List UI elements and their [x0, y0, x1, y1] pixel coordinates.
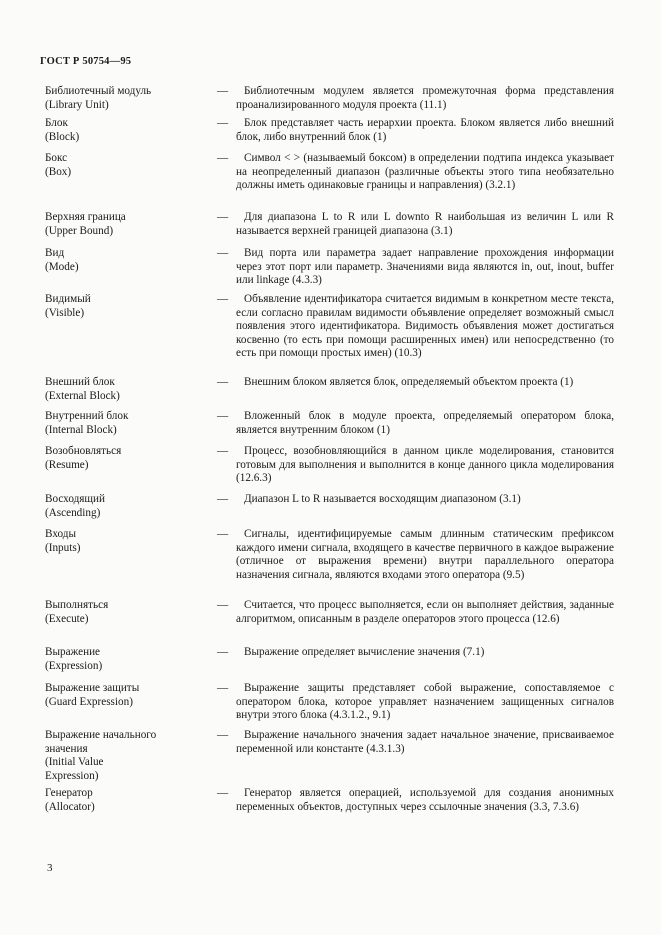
entry-term: Видимый (Visible) [45, 293, 91, 319]
entry-term: Выражение начального значения (Initial Value Expression) [45, 729, 157, 782]
entry-definition: Вид порта или параметра задает направление прохождения информации через этот порт или параметр. Значениями вида являются in, out, inout, buffer или linkage (4.3.3) [236, 247, 614, 286]
entry-term: Восходящий (Ascending) [45, 493, 106, 519]
entry-term: Верхняя граница (Upper Bound) [45, 211, 126, 237]
entry-definition: Процесс, возобновляющийся в данном цикле моделирования, становится готовым для выполнения и выполнится в конце данного цикла моделирования (12.6.3) [236, 445, 614, 484]
entry-dash: — [217, 211, 229, 223]
entry-definition: Сигналы, идентифицируемые самым длинным статическим префиксом каждого имени сигнала, входящего в качестве первичного в каждое выражение (отличное от выражения времени) внутри параллельного оператора назначения сигнала, являются входами этого оператора (9.5) [236, 528, 614, 581]
entry-term: Блок (Block) [45, 117, 80, 143]
entry-definition: Выражение начального значения задает начальное значение, присваиваемое переменной или константе (4.3.1.3) [236, 729, 614, 755]
entry-definition: Генератор является операцией, используемой для создания анонимных переменных объектов, доступных через ссылочные значения (3.3, 7.3.6) [236, 787, 614, 813]
entry-definition: Объявление идентификатора считается видимым в конкретном месте текста, если согласно правилам видимости объявление определяет возможный смысл появления этого идентификатора. Видимость объявления может достигаться косвенно (то есть при помощи расширенных имен) или непосредственно (то есть при помощи простых имен) (10.3) [236, 293, 614, 359]
entry-dash: — [217, 293, 229, 305]
entry-dash: — [217, 445, 229, 457]
entry-dash: — [217, 646, 229, 658]
entry-term: Библиотечный модуль (Library Unit) [45, 85, 152, 111]
entry-dash: — [217, 729, 229, 741]
entry-dash: — [217, 376, 229, 388]
entry-definition: Блок представляет часть иерархии проекта. Блоком является либо внешний блок, либо внутренний блок (1) [236, 117, 614, 143]
entry-definition: Выражение защиты представляет собой выражение, сопоставляемое с оператором блока, которое управляет назначением защищенных сигналов внутри этого блока (4.3.1.2., 9.1) [236, 682, 614, 721]
entry-term: Внутренний блок (Internal Block) [45, 410, 129, 436]
entry-term: Внешний блок (External Block) [45, 376, 120, 402]
entry-dash: — [217, 493, 229, 505]
entry-dash: — [217, 410, 229, 422]
entry-definition: Внешним блоком является блок, определяемый объектом проекта (1) [244, 376, 574, 388]
entry-dash: — [217, 152, 229, 164]
entry-definition: Диапазон L to R называется восходящим диапазоном (3.1) [244, 493, 521, 505]
entry-dash: — [217, 247, 229, 259]
entry-term: Выражение защиты (Guard Expression) [45, 682, 140, 708]
entry-definition: Вложенный блок в модуле проекта, определяемый оператором блока, является внутренним блоком (1) [236, 410, 614, 436]
entry-term: Выражение (Expression) [45, 646, 103, 672]
entry-term: Выполняться (Execute) [45, 599, 109, 625]
entry-definition: Выражение определяет вычисление значения (7.1) [244, 646, 485, 658]
entry-dash: — [217, 528, 229, 540]
entry-definition: Символ < > (называемый боксом) в определении подтипа индекса указывает на неопределенный диапазон (различные объекты этого типа необязательно должны иметь одинаковые границы и направления) (3.2.1) [236, 152, 614, 191]
entry-definition: Для диапазона L to R или L downto R наибольшая из величин L или R называется верхней границей диапазона (3.1) [236, 211, 614, 237]
entry-definition: Считается, что процесс выполняется, если он выполняет действия, заданные алгоритмом, описанным в разделе операторов этого процесса (12.6) [236, 599, 614, 625]
entry-dash: — [217, 117, 229, 129]
entry-term: Возобновляться (Resume) [45, 445, 122, 471]
entry-dash: — [217, 787, 229, 799]
entry-dash: — [217, 682, 229, 694]
document-header: ГОСТ Р 50754—95 [40, 56, 132, 67]
page-number: 3 [47, 862, 53, 874]
entry-dash: — [217, 599, 229, 611]
entry-term: Вид (Mode) [45, 247, 79, 273]
entry-dash: — [217, 85, 229, 97]
entry-term: Генератор (Allocator) [45, 787, 95, 813]
entry-term: Входы (Inputs) [45, 528, 81, 554]
entry-definition: Библиотечным модулем является промежуточная форма представления проанализированного модуля проекта (11.1) [236, 85, 614, 111]
entry-term: Бокс (Box) [45, 152, 72, 178]
